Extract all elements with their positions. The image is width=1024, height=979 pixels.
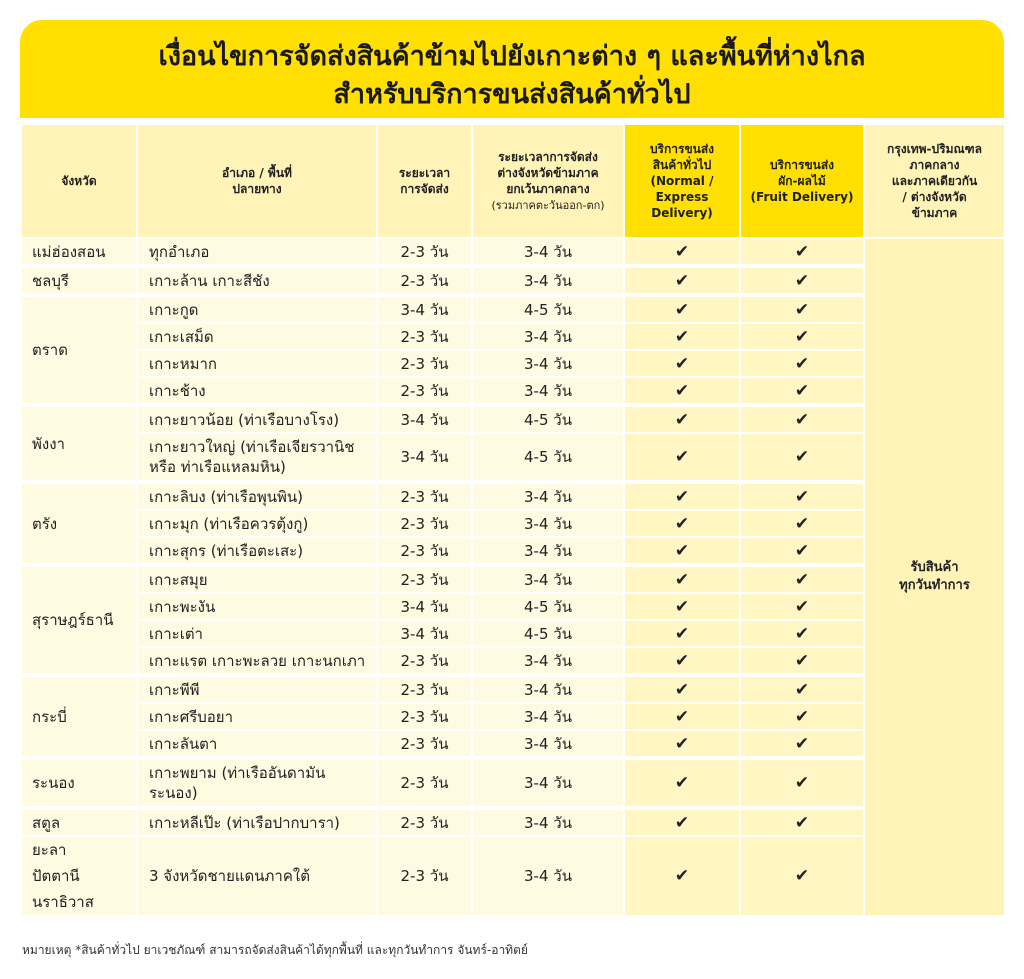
cross-region-time-cell: 3-4 วัน xyxy=(472,758,624,808)
south-province-name: นราธิวาส xyxy=(32,893,94,911)
district-cell: เกาะเต่า xyxy=(137,620,377,647)
header-province: จังหวัด xyxy=(21,124,137,238)
normal-delivery-check-icon: ✔ xyxy=(624,537,740,565)
fruit-delivery-check-icon: ✔ xyxy=(740,593,864,620)
delivery-time-cell: 2-3 วัน xyxy=(377,266,472,295)
table-row xyxy=(21,295,1005,323)
normal-delivery-check-icon: ✔ xyxy=(624,675,740,703)
cross-region-time-cell: 3-4 วัน xyxy=(472,675,624,703)
cross-region-time-cell: 3-4 วัน xyxy=(472,323,624,350)
normal-delivery-check-icon: ✔ xyxy=(624,593,740,620)
table-row xyxy=(21,350,1005,377)
normal-delivery-check-icon: ✔ xyxy=(624,647,740,675)
fruit-delivery-check-icon: ✔ xyxy=(740,482,864,510)
district-cell: เกาะศรีบอยา xyxy=(137,703,377,730)
normal-delivery-check-icon: ✔ xyxy=(624,433,740,482)
fruit-delivery-check-icon: ✔ xyxy=(740,295,864,323)
table-row xyxy=(21,405,1005,433)
cross-region-time-cell: 3-4 วัน xyxy=(472,350,624,377)
fruit-delivery-check-icon: ✔ xyxy=(740,238,864,266)
delivery-time-cell: 2-3 วัน xyxy=(377,482,472,510)
delivery-time-cell: 2-3 วัน xyxy=(377,647,472,675)
province-cell: สุราษฎร์ธานี xyxy=(21,565,137,675)
province-cell: ชลบุรี xyxy=(21,266,137,295)
title-banner xyxy=(20,20,1004,118)
delivery-time-cell: 3-4 วัน xyxy=(377,405,472,433)
province-cell: ตรัง xyxy=(21,482,137,565)
table-row xyxy=(21,758,1005,808)
table-row xyxy=(21,266,1005,295)
delivery-time-cell: 2-3 วัน xyxy=(377,350,472,377)
district-cell: เกาะลิบง (ท่าเรือพุนพิน) xyxy=(137,482,377,510)
normal-delivery-check-icon: ✔ xyxy=(624,565,740,593)
district-cell: เกาะล้าน เกาะสีชัง xyxy=(137,266,377,295)
table-row xyxy=(21,482,1005,510)
normal-delivery-check-icon: ✔ xyxy=(624,730,740,758)
fruit-delivery-check-icon: ✔ xyxy=(740,565,864,593)
delivery-time-cell: 2-3 วัน xyxy=(377,758,472,808)
south-province-name: ยะลา xyxy=(32,841,67,859)
fruit-delivery-check-icon: ✔ xyxy=(740,377,864,405)
delivery-time-cell: 3-4 วัน xyxy=(377,295,472,323)
normal-delivery-check-icon: ✔ xyxy=(624,808,740,836)
cross-region-time-cell: 4-5 วัน xyxy=(472,620,624,647)
normal-delivery-check-icon: ✔ xyxy=(624,323,740,350)
cross-region-time-cell: 3-4 วัน xyxy=(472,537,624,565)
table-row xyxy=(21,808,1005,836)
delivery-time-cell: 2-3 วัน xyxy=(377,730,472,758)
footnote: หมายเหตุ *สินค้าทั่วไป ยาเวชภัณฑ์ สามารถจัดส่งสินค้าได้ทุกพื้นที่ และทุกวันทำการ จันทร์-อาทิตย์ xyxy=(22,943,528,957)
district-cell: เกาะพะงัน xyxy=(137,593,377,620)
header-pickup-zone: กรุงเทพ-ปริมณฑล ภาคกลาง และภาคเดียวกัน / ต่างจังหวัด ข้ามภาค xyxy=(864,124,1005,238)
district-cell: เกาะช้าง xyxy=(137,377,377,405)
delivery-time-cell: 3-4 วัน xyxy=(377,593,472,620)
table-row xyxy=(21,238,1005,266)
cross-region-time-cell: 3-4 วัน xyxy=(472,647,624,675)
cross-region-time-cell: 3-4 วัน xyxy=(472,510,624,537)
normal-delivery-check-icon: ✔ xyxy=(624,295,740,323)
normal-delivery-check-icon: ✔ xyxy=(624,482,740,510)
province-cell xyxy=(21,836,137,916)
fruit-delivery-check-icon: ✔ xyxy=(740,808,864,836)
header-row xyxy=(21,124,1005,238)
table-row xyxy=(21,675,1005,703)
normal-delivery-check-icon: ✔ xyxy=(624,620,740,647)
normal-delivery-check-icon: ✔ xyxy=(624,510,740,537)
cross-region-time-cell: 3-4 วัน xyxy=(472,836,624,916)
delivery-time-cell: 2-3 วัน xyxy=(377,238,472,266)
province-cell: สตูล xyxy=(21,808,137,836)
district-cell: เกาะสุกร (ท่าเรือตะเสะ) xyxy=(137,537,377,565)
table-body xyxy=(21,238,1005,916)
delivery-time-cell: 2-3 วัน xyxy=(377,675,472,703)
delivery-time-cell: 3-4 วัน xyxy=(377,620,472,647)
fruit-delivery-check-icon: ✔ xyxy=(740,836,864,916)
district-cell: เกาะหมาก xyxy=(137,350,377,377)
header-fruit-delivery: บริการขนส่ง ผัก-ผลไม้ (Fruit Delivery) xyxy=(740,124,864,238)
table-row xyxy=(21,730,1005,758)
cross-region-time-cell: 3-4 วัน xyxy=(472,238,624,266)
table-row xyxy=(21,647,1005,675)
normal-delivery-check-icon: ✔ xyxy=(624,836,740,916)
cross-region-time-cell: 3-4 วัน xyxy=(472,565,624,593)
normal-delivery-check-icon: ✔ xyxy=(624,703,740,730)
table-row xyxy=(21,620,1005,647)
fruit-delivery-check-icon: ✔ xyxy=(740,510,864,537)
table-row xyxy=(21,510,1005,537)
district-cell: เกาะมุก (ท่าเรือควรตุ้งกู) xyxy=(137,510,377,537)
cross-region-time-cell: 3-4 วัน xyxy=(472,482,624,510)
table-row xyxy=(21,537,1005,565)
district-cell: เกาะยาวใหญ่ (ท่าเรือเจียรวานิช หรือ ท่าเรือแหลมหิน) xyxy=(137,433,377,482)
district-cell: เกาะสมุย xyxy=(137,565,377,593)
normal-delivery-check-icon: ✔ xyxy=(624,266,740,295)
delivery-time-cell: 2-3 วัน xyxy=(377,377,472,405)
pickup-note: รับสินค้า ทุกวันทำการ xyxy=(864,238,1005,916)
normal-delivery-check-icon: ✔ xyxy=(624,377,740,405)
fruit-delivery-check-icon: ✔ xyxy=(740,647,864,675)
header-district: อำเภอ / พื้นที่ ปลายทาง xyxy=(137,124,377,238)
normal-delivery-check-icon: ✔ xyxy=(624,758,740,808)
table-row xyxy=(21,377,1005,405)
delivery-time-cell: 2-3 วัน xyxy=(377,836,472,916)
district-cell: เกาะกูด xyxy=(137,295,377,323)
province-cell: ตราด xyxy=(21,295,137,405)
fruit-delivery-check-icon: ✔ xyxy=(740,433,864,482)
normal-delivery-check-icon: ✔ xyxy=(624,405,740,433)
district-cell: เกาะเสม็ด xyxy=(137,323,377,350)
fruit-delivery-check-icon: ✔ xyxy=(740,730,864,758)
fruit-delivery-check-icon: ✔ xyxy=(740,323,864,350)
cross-region-time-cell: 3-4 วัน xyxy=(472,703,624,730)
cross-region-time-cell: 3-4 วัน xyxy=(472,377,624,405)
table-row xyxy=(21,323,1005,350)
fruit-delivery-check-icon: ✔ xyxy=(740,405,864,433)
district-cell: เกาะพีพี xyxy=(137,675,377,703)
fruit-delivery-check-icon: ✔ xyxy=(740,758,864,808)
delivery-time-cell: 3-4 วัน xyxy=(377,433,472,482)
cross-region-time-cell: 3-4 วัน xyxy=(472,808,624,836)
cross-region-time-cell: 4-5 วัน xyxy=(472,593,624,620)
delivery-time-cell: 2-3 วัน xyxy=(377,808,472,836)
delivery-conditions-table xyxy=(20,123,1006,917)
delivery-time-cell: 2-3 วัน xyxy=(377,565,472,593)
district-cell: 3 จังหวัดชายแดนภาคใต้ xyxy=(137,836,377,916)
cross-region-time-cell: 4-5 วัน xyxy=(472,405,624,433)
south-province-name: ปัตตานี xyxy=(32,867,80,885)
district-cell: เกาะลันตา xyxy=(137,730,377,758)
header-cross-region-time: ระยะเวลาการจัดส่ง ต่างจังหวัดข้ามภาค ยกเว้นภาคกลาง (รวมภาคตะวันออก-ตก) xyxy=(472,124,624,238)
fruit-delivery-check-icon: ✔ xyxy=(740,620,864,647)
district-cell: เกาะพยาม (ท่าเรืออันดามัน ระนอง) xyxy=(137,758,377,808)
table-row xyxy=(21,433,1005,482)
fruit-delivery-check-icon: ✔ xyxy=(740,350,864,377)
fruit-delivery-check-icon: ✔ xyxy=(740,266,864,295)
district-cell: เกาะหลีเป๊ะ (ท่าเรือปากบารา) xyxy=(137,808,377,836)
cross-region-time-cell: 4-5 วัน xyxy=(472,433,624,482)
province-cell: ระนอง xyxy=(21,758,137,808)
province-cell: แม่ฮ่องสอน xyxy=(21,238,137,266)
cross-region-time-cell: 3-4 วัน xyxy=(472,730,624,758)
delivery-time-cell: 2-3 วัน xyxy=(377,537,472,565)
delivery-time-cell: 2-3 วัน xyxy=(377,323,472,350)
district-cell: เกาะยาวน้อย (ท่าเรือบางโรง) xyxy=(137,405,377,433)
table-row xyxy=(21,593,1005,620)
header-delivery-time: ระยะเวลา การจัดส่ง xyxy=(377,124,472,238)
cross-region-time-cell: 4-5 วัน xyxy=(472,295,624,323)
normal-delivery-check-icon: ✔ xyxy=(624,350,740,377)
fruit-delivery-check-icon: ✔ xyxy=(740,675,864,703)
table-row xyxy=(21,836,1005,916)
table-row xyxy=(21,565,1005,593)
page-subtitle: สำหรับบริการขนส่งสินค้าทั่วไป xyxy=(333,79,691,110)
table-row xyxy=(21,703,1005,730)
district-cell: ทุกอำเภอ xyxy=(137,238,377,266)
district-cell: เกาะแรต เกาะพะลวย เกาะนกเภา xyxy=(137,647,377,675)
header-normal-delivery: บริการขนส่ง สินค้าทั่วไป (Normal / Express Delivery) xyxy=(624,124,740,238)
province-cell: กระบี่ xyxy=(21,675,137,758)
fruit-delivery-check-icon: ✔ xyxy=(740,537,864,565)
page-title: เงื่อนไขการจัดส่งสินค้าข้ามไปยังเกาะต่าง ๆ และพื้นที่ห่างไกล xyxy=(158,41,866,72)
normal-delivery-check-icon: ✔ xyxy=(624,238,740,266)
province-cell: พังงา xyxy=(21,405,137,482)
fruit-delivery-check-icon: ✔ xyxy=(740,703,864,730)
delivery-time-cell: 2-3 วัน xyxy=(377,510,472,537)
delivery-time-cell: 2-3 วัน xyxy=(377,703,472,730)
cross-region-time-cell: 3-4 วัน xyxy=(472,266,624,295)
